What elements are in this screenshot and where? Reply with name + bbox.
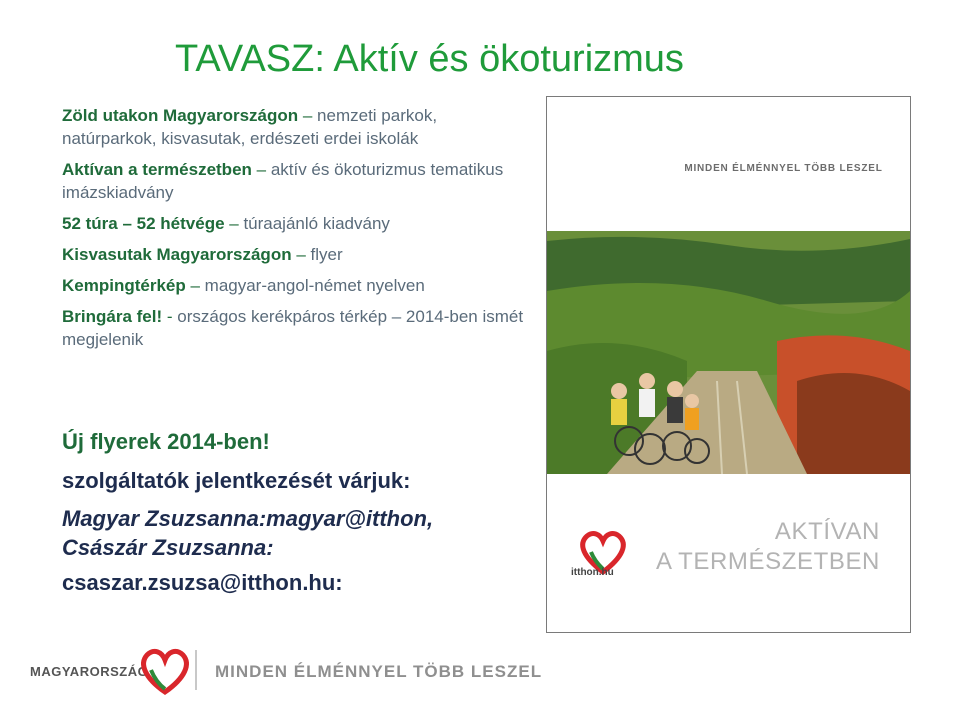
item-name: Kisvasutak Magyarországon — [62, 245, 292, 264]
list-item: Kisvasutak Magyarországon – flyer — [62, 245, 343, 264]
contact-2-email: csaszar.zsuzsa@itthon.hu: — [62, 570, 343, 595]
item-desc: magyar-angol-német nyelven — [204, 276, 425, 295]
cover-title: AKTÍVAN A TERMÉSZETBEN — [655, 518, 880, 575]
item-name: Kempingtérkép — [62, 276, 186, 295]
footer-slogan: MINDEN ÉLMÉNNYEL TÖBB LESZEL — [215, 662, 543, 681]
contact-2-name: Császár Zsuzsanna: — [62, 535, 274, 560]
item-desc: országos kerékpáros térkép – 2014-ben ismét megjelenik — [62, 307, 524, 349]
heart-logo-icon — [135, 642, 195, 698]
contact-1: Magyar Zsuzsanna:magyar@itthon, — [62, 506, 434, 531]
item-desc: túraajánló kiadvány — [243, 214, 390, 233]
brochure-cover — [546, 96, 911, 633]
call-to-action — [62, 428, 542, 598]
publication-list — [62, 104, 532, 359]
footer-divider — [195, 650, 197, 690]
item-desc: flyer — [310, 245, 343, 264]
cyclists-photo — [547, 231, 910, 474]
item-desc: aktív és ökoturizmus tematikus imázskiadvány — [62, 160, 504, 202]
list-item: 52 túra – 52 hétvége – túraajánló kiadvány — [62, 214, 390, 233]
item-desc: nemzeti parkok, natúrparkok, kisvasutak, erdészeti erdei iskolák — [62, 106, 438, 148]
new-flyers-heading: Új flyerek 2014-ben! — [62, 429, 270, 454]
list-item: Aktívan a természetben – aktív és ökoturizmus tematikus imázskiadvány — [62, 160, 504, 202]
footer-brand: MAGYARORSZÁG — [30, 664, 149, 679]
cover-tagline: MINDEN ÉLMÉNNYEL TÖBB LESZEL — [684, 163, 883, 174]
slide-title: TAVASZ: Aktív és ökoturizmus — [175, 38, 684, 80]
cover-logo-text: itthon.hu — [571, 567, 614, 578]
item-name: 52 túra – 52 hétvége — [62, 214, 225, 233]
item-name: Aktívan a természetben — [62, 160, 252, 179]
footer-branding — [0, 630, 960, 705]
item-name: Bringára fel! — [62, 307, 163, 326]
providers-invite: szolgáltatók jelentkezését várjuk: — [62, 468, 411, 493]
list-item: Zöld utakon Magyarországon – nemzeti parkok, natúrparkok, kisvasutak, erdészeti erdei iskolák — [62, 106, 438, 148]
item-name: Zöld utakon Magyarországon — [62, 106, 299, 125]
list-item: Bringára fel! - országos kerékpáros térkép – 2014-ben ismét megjelenik — [62, 307, 524, 349]
list-item: Kempingtérkép – magyar-angol-német nyelven — [62, 276, 425, 295]
